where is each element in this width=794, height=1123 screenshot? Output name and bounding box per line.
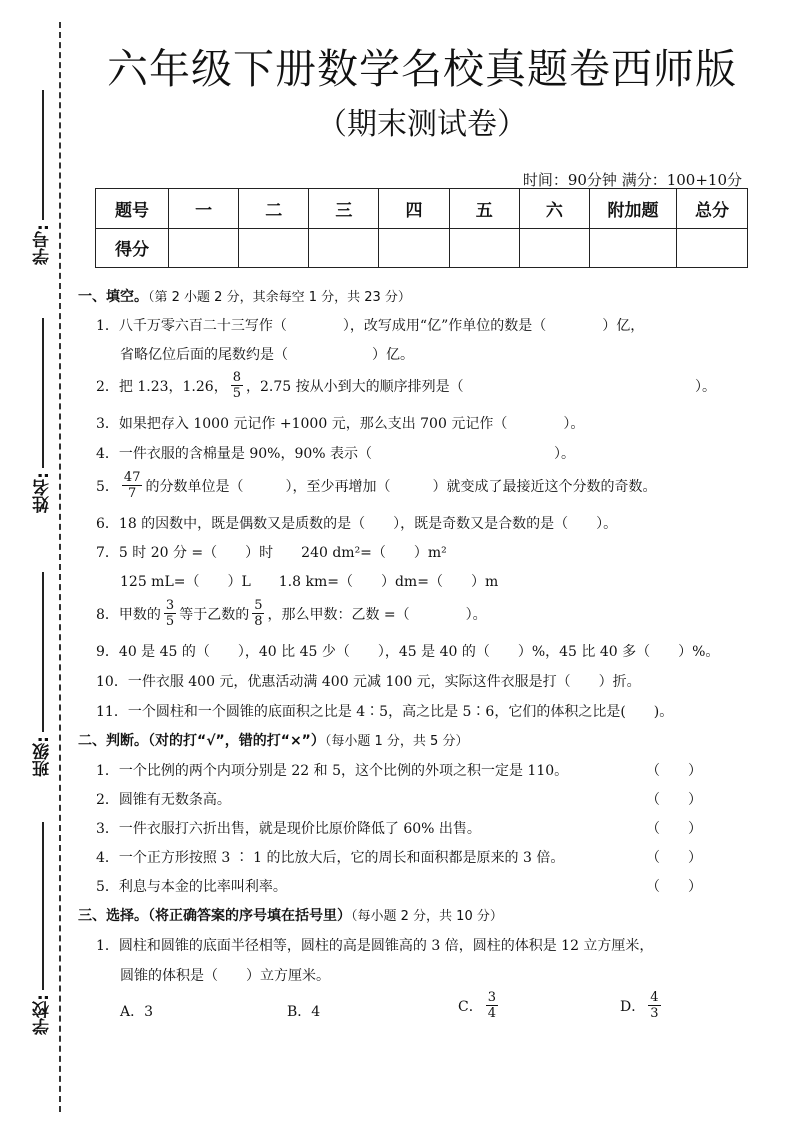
score-cell-header: 二 bbox=[239, 189, 309, 229]
score-input-cell[interactable] bbox=[309, 228, 379, 268]
section1-title: 一、填空。 bbox=[78, 289, 148, 305]
choice-question-1-line1: 1．圆柱和圆锥的底面半径相等，圆柱的高是圆锥高的 3 倍，圆柱的体积是 12 立方厘米， bbox=[96, 938, 654, 954]
fraction-denominator: 8 bbox=[254, 614, 263, 629]
fraction-denominator: 5 bbox=[165, 614, 175, 629]
page-subtitle: （期末测试卷） bbox=[317, 107, 527, 142]
score-cell-header: 附加题 bbox=[590, 189, 677, 229]
section2-note: （每小题 1 分，共 5 分） bbox=[324, 734, 469, 749]
option-b[interactable]: B．4 bbox=[287, 1004, 321, 1020]
score-input-cell[interactable] bbox=[169, 228, 239, 268]
judge-answer-4[interactable]: （ ） bbox=[646, 850, 702, 866]
student-name-line bbox=[42, 318, 44, 468]
score-cell-header: 三 bbox=[309, 189, 379, 229]
judge-answer-1[interactable]: （ ） bbox=[646, 763, 702, 779]
question-9: 9．40 是 45 的（ ），40 比 45 少（ ），45 是 40 的（ ）%，45 比 40 多（ ）%。 bbox=[96, 644, 720, 660]
option-c[interactable] bbox=[458, 990, 501, 1021]
student-name-field[interactable] bbox=[30, 318, 55, 513]
student-name-label: 姓名: bbox=[33, 472, 53, 513]
class-label: 班级: bbox=[33, 736, 53, 777]
question-7-line1: 7．5 时 20 分 =（ ）时 240 dm²=（ ）m² bbox=[96, 545, 447, 561]
judge-item-1: 1．一个比例的两个内项分别是 22 和 5，这个比例的外项之积一定是 110。 bbox=[96, 763, 569, 779]
fraction-denominator: 7 bbox=[128, 486, 137, 501]
option-d[interactable] bbox=[620, 990, 664, 1021]
q5-text: 的分数单位是（ ），至少再增加（ ）就变成了最接近这个分数的奇数。 bbox=[145, 478, 657, 495]
fraction-numerator: 8 bbox=[232, 370, 241, 385]
score-cell-header: 总分 bbox=[677, 189, 748, 229]
score-input-cell[interactable] bbox=[449, 228, 519, 268]
score-cell-header: 题号 bbox=[96, 189, 169, 229]
fraction-denominator: 3 bbox=[650, 1006, 659, 1021]
fraction-numerator: 3 bbox=[165, 598, 175, 613]
q8-text-a: 8．甲数的 bbox=[96, 606, 161, 623]
score-input-cell[interactable] bbox=[590, 228, 677, 268]
score-input-cell[interactable] bbox=[677, 228, 748, 268]
judge-item-3: 3．一件衣服打六折出售，就是现价比原价降低了 60% 出售。 bbox=[96, 821, 481, 837]
score-input-cell[interactable] bbox=[379, 228, 449, 268]
q2-text-b: ，2.75 按从小到大的顺序排列是（ bbox=[245, 378, 464, 395]
question-6: 6．18 的因数中，既是偶数又是质数的是（ ），既是奇数又是合数的是（ ）。 bbox=[96, 516, 618, 532]
judge-item-2: 2．圆锥有无数条高。 bbox=[96, 792, 231, 808]
section2-title: 二、判断。（对的打“√”，错的打“×”） bbox=[78, 733, 325, 749]
score-input-cell[interactable] bbox=[239, 228, 309, 268]
fraction-numerator: 3 bbox=[487, 990, 496, 1005]
fraction-47-7 bbox=[122, 470, 143, 501]
question-7-line2: 125 mL=（ ）L 1.8 km=（ ）dm=（ ）m bbox=[120, 574, 499, 590]
judge-answer-5[interactable]: （ ） bbox=[646, 879, 702, 895]
fraction-denominator: 4 bbox=[487, 1006, 496, 1021]
time-score-info: 时间：90分钟 满分：100+10分 bbox=[522, 171, 742, 189]
score-row-label: 得分 bbox=[96, 228, 169, 268]
question-10: 10．一件衣服 400 元，优惠活动满 400 元减 100 元，实际这件衣服是打（ ）折。 bbox=[96, 674, 641, 690]
option-d-label: D． bbox=[620, 998, 646, 1015]
section-true-false-heading bbox=[78, 730, 468, 750]
section-choice-heading bbox=[78, 905, 503, 925]
question-5 bbox=[96, 470, 656, 501]
judge-item-4: 4．一个正方形按照 3 ∶ 1 的比放大后，它的周长和面积都是原来的 3 倍。 bbox=[96, 850, 565, 866]
q8-text-c: ，那么甲数：乙数 =（ ）。 bbox=[267, 606, 487, 623]
q8-text-b: 等于乙数的 bbox=[179, 606, 250, 623]
class-line bbox=[42, 572, 44, 732]
score-cell-header: 一 bbox=[169, 189, 239, 229]
q2-text-a: 2．把 1.23，1.26， bbox=[96, 378, 228, 395]
score-cell-header: 四 bbox=[379, 189, 449, 229]
fraction-numerator: 47 bbox=[123, 470, 141, 485]
q2-text-c: ）。 bbox=[695, 378, 716, 395]
question-1-line1: 1．八千万零六百二十三写作（ ），改写成用“亿”作单位的数是（ ）亿， bbox=[96, 318, 645, 334]
page-title: 六年级下册数学名校真题卷西师版 bbox=[107, 45, 737, 93]
question-8 bbox=[96, 598, 487, 629]
judge-item-5: 5．利息与本金的比率叫利率。 bbox=[96, 879, 287, 895]
fraction-3-5 bbox=[164, 598, 176, 629]
question-11: 11．一个圆柱和一个圆锥的底面积之比是 4∶5，高之比是 5∶6，它们的体积之比是( )。 bbox=[96, 704, 674, 720]
section3-title: 三、选择。（将正确答案的序号填在括号里） bbox=[78, 908, 351, 924]
fraction-numerator: 5 bbox=[254, 598, 263, 613]
class-field[interactable] bbox=[30, 572, 55, 777]
binding-dashed-line bbox=[59, 22, 61, 1112]
q5-number: 5． bbox=[96, 478, 119, 495]
fraction-4-3 bbox=[648, 990, 660, 1021]
question-3: 3．如果把存入 1000 元记作 +1000 元，那么支出 700 元记作（ ）。 bbox=[96, 416, 585, 432]
fraction-3-4 bbox=[486, 990, 498, 1021]
fraction-numerator: 4 bbox=[650, 990, 659, 1005]
score-cell-header: 六 bbox=[519, 189, 589, 229]
judge-answer-3[interactable]: （ ） bbox=[646, 821, 702, 837]
question-2 bbox=[96, 370, 716, 401]
score-table bbox=[95, 188, 748, 268]
school-field[interactable] bbox=[30, 822, 55, 1035]
score-input-cell[interactable] bbox=[519, 228, 589, 268]
score-cell-header: 五 bbox=[449, 189, 519, 229]
section3-note: （每小题 2 分，共 10 分） bbox=[351, 909, 503, 924]
question-4: 4．一件衣服的含棉量是 90%，90% 表示（ ）。 bbox=[96, 446, 576, 462]
fraction-8-5 bbox=[231, 370, 243, 401]
fraction-5-8 bbox=[252, 598, 264, 629]
score-table-header-row bbox=[96, 189, 748, 229]
option-c-label: C． bbox=[458, 998, 483, 1015]
section1-note: （第 2 小题 2 分，其余每空 1 分，共 23 分） bbox=[148, 290, 411, 305]
question-1-line2: 省略亿位后面的尾数约是（ ）亿。 bbox=[120, 347, 414, 363]
school-label: 学校: bbox=[33, 994, 53, 1035]
student-id-label: 学号: bbox=[33, 224, 53, 265]
score-table-score-row bbox=[96, 228, 748, 268]
school-line bbox=[42, 822, 44, 990]
fraction-denominator: 5 bbox=[232, 386, 241, 401]
option-a[interactable]: A．3 bbox=[120, 1004, 154, 1020]
choice-question-1-line2: 圆锥的体积是（ ）立方厘米。 bbox=[120, 968, 330, 984]
judge-answer-2[interactable]: （ ） bbox=[646, 792, 702, 808]
section-fill-blank-heading bbox=[78, 286, 411, 306]
